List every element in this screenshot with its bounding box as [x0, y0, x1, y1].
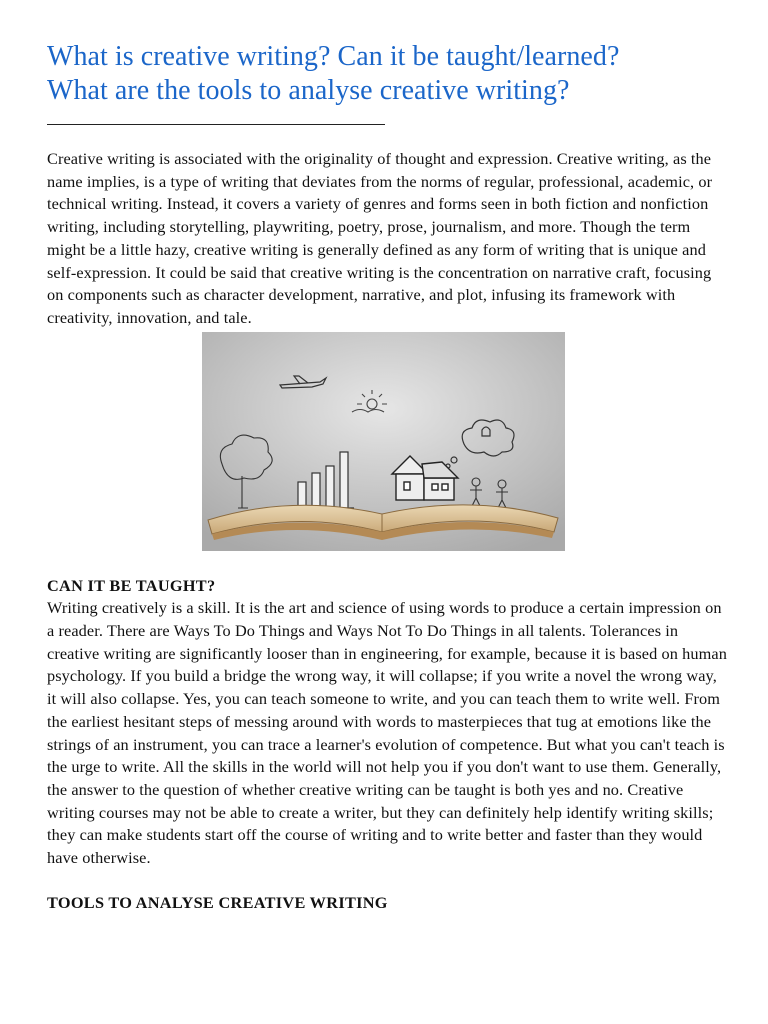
title-line-1: What is creative writing? Can it be taught/learned? [47, 41, 620, 72]
section-heading-tools: TOOLS TO ANALYSE CREATIVE WRITING [47, 892, 388, 912]
title-line-2: What are the tools to analyse creative writing? [47, 75, 570, 106]
document-page [47, 40, 727, 914]
title-divider [47, 124, 385, 125]
page-title [47, 40, 727, 108]
open-book-drawing [202, 332, 565, 551]
book-illustration [202, 332, 565, 551]
intro-paragraph: Creative writing is associated with the originality of thought and expression. Creative writing, as the name implies, is a type of writing that deviates from the norms of regular, professional, academic, or technical writing. Instead, it covers a variety of genres and forms seen in both fiction and nonfiction writing, including storytelling, playwriting, poetry, prose, journalism, and more. Though the term might be a little hazy, creative writing is generally defined as any form of writing that is unique and self-expression. It could be said that creative writing is the concentration on narrative craft, focusing on components such as character development, narrative, and plot, infusing its framework with creativity, innovation, and tale. [47, 149, 713, 327]
section-heading-taught: CAN IT BE TAUGHT? [47, 575, 216, 595]
taught-paragraph: Writing creatively is a skill. It is the art and science of using words to produce a certain impression on a reader. There are Ways To Do Things and Ways Not To Do Things in all talents. Tolerances in creative writing are significantly looser than in engineering, for example, because it is based on human psychology. If you build a bridge the wrong way, it will collapse; if you write a novel the wrong way, it will also collapse. Yes, you can teach someone to write, and you can teach them to write well. From the earliest hesitant steps of messing around with words to masterpieces that tug at emotions like the strings of an instrument, you can trace a learner's evolution of competence. But what you can't teach is the urge to write. All the skills in the world will not help you if you don't want to use them. Generally, the answer to the question of whether creative writing can be taught is both yes and no. Creative writing courses may not be able to create a writer, but they can definitely help identify writing skills; they can make students start off the course of writing and to write better and faster than they would have otherwise. [47, 598, 727, 868]
